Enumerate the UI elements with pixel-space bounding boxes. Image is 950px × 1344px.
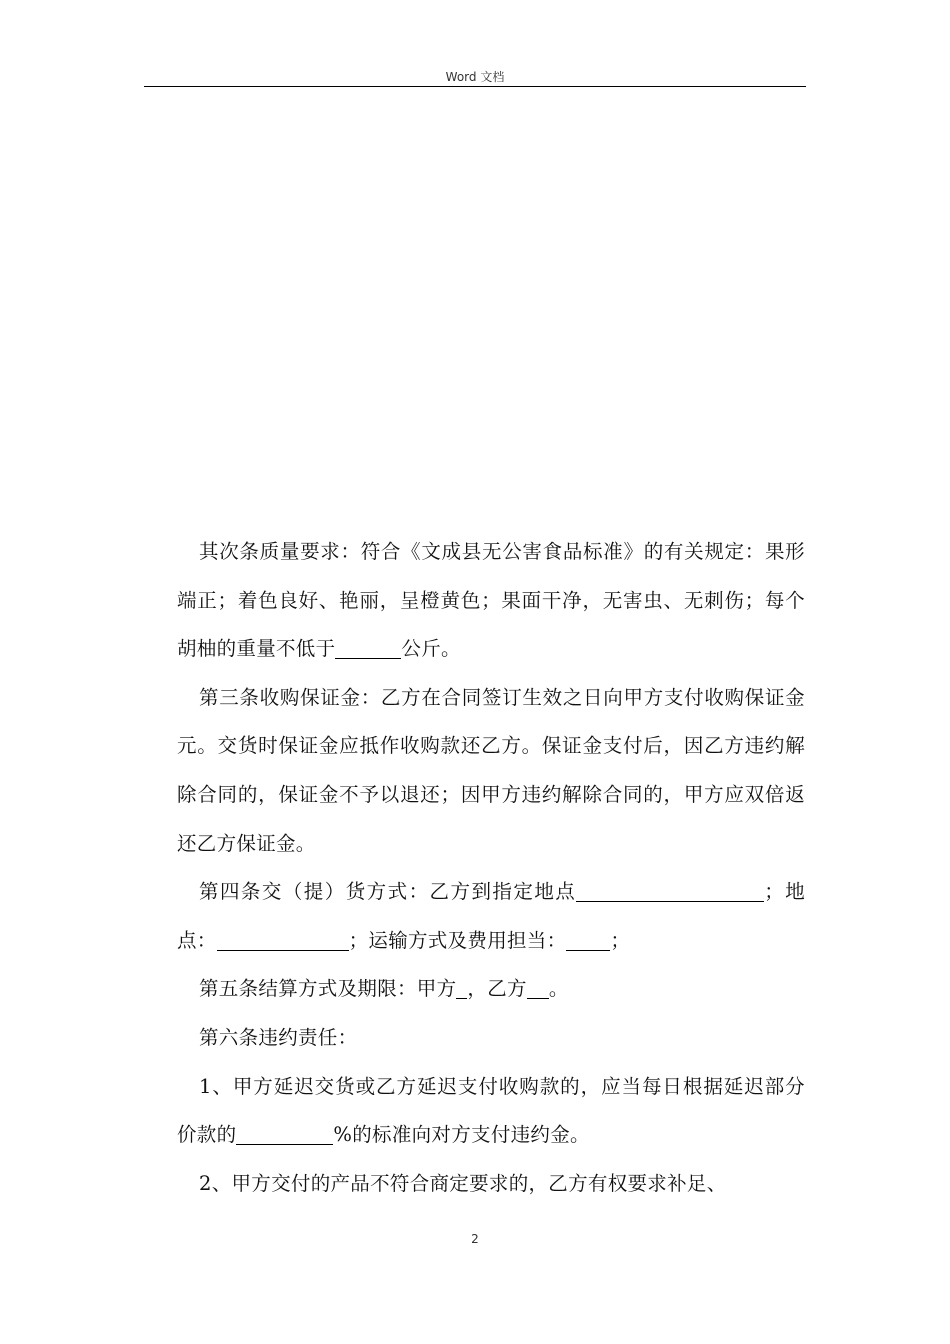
fill-in-blank-party-b (527, 976, 549, 999)
fill-in-blank-place (217, 927, 349, 950)
paragraph-text: 2、甲方交付的产品不符合商定要求的，乙方有权要求补足、 (199, 1171, 727, 1195)
paragraph-text: 其次条质量要求：符合《文成县无公害食品标准》的有关规定：果形端正；着色良好、艳丽，呈橙黄色；果面干净，无害虫、无刺伤；每个胡柚的重量不低于 (177, 540, 805, 661)
paragraph-liability-item-1 (177, 1063, 805, 1160)
paragraph-text: 第六条违约责任： (199, 1025, 358, 1049)
paragraph-settlement (177, 965, 805, 1014)
paragraph-text: 1、甲方延迟交货或乙方延迟支付收购款的，应当每日根据延迟部分价款的 (177, 1074, 805, 1147)
fill-in-blank-transport (566, 927, 610, 950)
page-number: 2 (471, 1232, 479, 1246)
fill-in-blank-percentage (236, 1122, 333, 1145)
paragraph-text: 第五条结算方式及期限：甲方 (199, 977, 457, 1001)
header-divider (144, 86, 806, 87)
paragraph-deposit (177, 674, 805, 868)
header-title: Word 文档 (445, 70, 505, 84)
fill-in-blank-party-a (456, 976, 467, 999)
paragraph-delivery-method (177, 868, 805, 965)
paragraph-text: ；地点： (177, 880, 805, 952)
paragraph-liability-heading (177, 1014, 805, 1063)
paragraph-text: ，乙方 (467, 977, 527, 1001)
paragraph-text: ； (610, 928, 631, 952)
paragraph-text: ；运输方式及费用担当： (348, 928, 567, 952)
paragraph-quality-requirements (177, 528, 805, 674)
paragraph-text: 。 (548, 977, 569, 1001)
paragraph-liability-item-2 (177, 1160, 805, 1209)
fill-in-blank-weight (335, 636, 401, 659)
paragraph-text: 第三条收购保证金：乙方在合同签订生效之日向甲方支付收购保证金元。交货时保证金应抵作收购款还乙方。保证金支付后，因乙方违约解除合同的，保证金不予以退还；因甲方违约解除合同的，甲方应双倍返还乙方保证金。 (177, 685, 805, 855)
fill-in-blank-location (576, 879, 764, 902)
paragraph-text: %的标准向对方支付违约金。 (333, 1123, 590, 1147)
paragraph-text: 公斤。 (401, 637, 461, 661)
document-body (177, 528, 805, 1208)
paragraph-text: 第四条交（提）货方式：乙方到指定地点 (199, 880, 577, 904)
